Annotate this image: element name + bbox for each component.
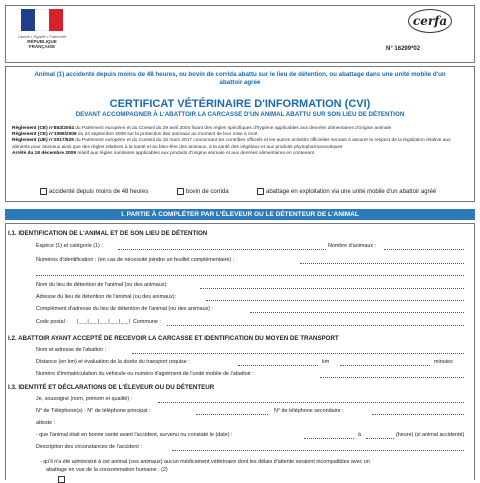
page-subtitle: DEVANT ACCOMPAGNER À L'ABATTOIR LA CARCASSE D'UN ANIMAL ABATTU SUR SON LIEU DE DÉTENTION [75, 111, 405, 118]
date-accident-field[interactable] [304, 438, 354, 439]
adresse-lieu-label: Adresse du lieu de détention de l'animal (ou des animaux): [36, 294, 177, 300]
heure-accident-field[interactable] [366, 438, 394, 439]
soussigne-field[interactable] [158, 402, 464, 403]
heures-label: (heure) (si animal accidenté) [396, 432, 465, 438]
regulation-item: Règlement (UE) n°2017/625 du Parlement européen et du Conseil du 15 mars 2017 concernant les contrôles officiels et les autres activités officielles servant à assurer le respect de la législation relative aux aliments pour animaux ainsi que des règles relatives à la santé et au bien-être des animaux, à la santé des végétaux et aux produits phytopharmaceutiques [12, 138, 451, 150]
rf-motto: Liberté • Égalité • Fraternité [17, 34, 67, 39]
page-title: CERTIFICAT VÉTÉRINAIRE D'INFORMATION (CVI) [109, 98, 371, 110]
nom-lieu-label: Nom du lieu de détention de l'animal (ou des animaux): [36, 282, 168, 288]
nom-lieu-field[interactable] [200, 288, 464, 289]
section-1-3-title: I.3. IDENTITÉ ET DÉCLARATIONS DE L'ÉLEVEUR OU DU DÉTENTEUR [8, 384, 215, 391]
nom-abattoir-field[interactable] [132, 353, 464, 354]
header-box [5, 5, 475, 63]
circonstances-label: Description des circonstances de l'accident : [36, 444, 142, 450]
tel-secondaire-field[interactable] [372, 414, 464, 415]
regulation-item: Règlement (CE) n°853/2004 du Parlement européen et du Conseil du 29 avril 2004 fixant des règles spécifiques d'hygiène applicables aux denrées alimentaires d'origine animale [12, 126, 392, 131]
tel-principal-field[interactable] [196, 414, 268, 415]
circonstances-field[interactable] [172, 450, 464, 451]
commune-label: Commune : [133, 319, 161, 325]
checkbox-corrida[interactable]: bovin de corrida [177, 188, 229, 195]
checkbox-box[interactable] [257, 188, 264, 195]
tel-label: N° de Téléphone(s) : N° de téléphone principal : [36, 408, 151, 414]
tel2-label: N° de téléphone secondaire : [274, 408, 344, 414]
intro-text: Animal (1) accidenté depuis moins de 48 heures, ou bovin de corrida abattu sur le lieu de détention, ou abattage dans une unité mobile d'un abattoir agréé [34, 71, 446, 86]
french-flag-icon [21, 9, 63, 31]
code-postal-label: Code postal : [36, 319, 68, 325]
case-type-checkboxes [12, 188, 472, 200]
numeros-field[interactable] [300, 263, 464, 264]
regulation-item: Règlement (CE) n°1099/2009 du 24 septembre 2009 sur la protection des animaux au moment de leur mise à mort [12, 132, 258, 138]
regulation-item: Arrêté du 18 décembre 2009 relatif aux règles sanitaires applicables aux produits d'origine animale et aux denrées alimentaires en contenant [12, 150, 314, 156]
adresse-lieu-field[interactable] [206, 300, 464, 301]
numeros-label: Numéros d'identification : (en cas de nécessité joindre un feuillet complémentaire) : [36, 257, 235, 263]
commune-field[interactable] [167, 325, 464, 326]
section-1-2-title: I.2. ABATTOIR AYANT ACCEPTÉ DE RECEVOIR LA CARCASSE ET IDENTIFICATION DU MOYEN DE TRANSPORT [8, 335, 339, 342]
distance-label: Distance (en km) et évaluation de la durée du transport requise : [36, 359, 190, 365]
medicament-text-2: abattage en vue de la consommation humaine : (2) [46, 467, 168, 473]
code-postal-field[interactable]: |__|__|__|__|__| [77, 319, 132, 325]
form-number: N° 16299*02 [386, 46, 421, 52]
part-1-header: I. PARTIE À COMPLÉTER PAR L'ÉLEVEUR OU LE DÉTENTEUR DE L'ANIMAL [5, 209, 475, 220]
republique-francaise-logo [14, 9, 70, 57]
regulations-list [12, 126, 467, 157]
rf-name: RÉPUBLIQUE FRANÇAISE [27, 39, 57, 49]
atteste-label: atteste : [36, 420, 56, 426]
nombre-label: Nombre d'animaux : [328, 243, 377, 249]
espece-field[interactable] [118, 249, 326, 250]
checkbox-box[interactable] [177, 188, 184, 195]
medicament-text-1: - qu'il n'a été administré à cet animal (ces animaux) aucun médicament vétérinaire dont les délais d'attente seraient incompatibles avec un [40, 459, 370, 465]
numeros-field-2[interactable] [36, 275, 464, 276]
checkbox-box[interactable] [40, 188, 47, 195]
km-label: km [322, 359, 330, 365]
nombre-field[interactable] [384, 249, 464, 250]
complement-field[interactable] [250, 312, 464, 313]
checkbox-unite-mobile[interactable]: abattage en exploitation via une unité mobile d'un abattoir agréé [257, 188, 436, 195]
checkbox-accidente[interactable]: accidenté depuis moins de 48 heures [40, 188, 148, 195]
duree-field[interactable] [340, 365, 430, 366]
immat-field[interactable] [320, 377, 464, 378]
a-label: à [358, 432, 361, 438]
cerfa-logo: cerfa [408, 9, 452, 33]
distance-field[interactable] [238, 365, 318, 366]
complement-label: Complément d'adresse du lieu de détention de l'animal (ou des animaux) : [36, 306, 214, 312]
immat-label: Numéro d'immatriculation du véhicule ou numéro d'agrément de l'unité mobile de l'abattoir : [36, 371, 254, 377]
minutes-label: minutes [434, 359, 453, 365]
bonne-sante-label: - que l'animal était en bonne santé avant l'accident, survenu ou constaté le (date) : [36, 432, 233, 438]
soussigne-label: Je, soussigné (nom, prénom et qualité) : [36, 396, 133, 402]
section-1-1-title: I.1. IDENTIFICATION DE L'ANIMAL ET DE SON LIEU DE DÉTENTION [8, 230, 208, 237]
espece-label: Espèce (1) et catégorie (1) : [36, 243, 103, 249]
nom-abattoir-label: Nom et adresse de l'abattoir : [36, 347, 107, 353]
